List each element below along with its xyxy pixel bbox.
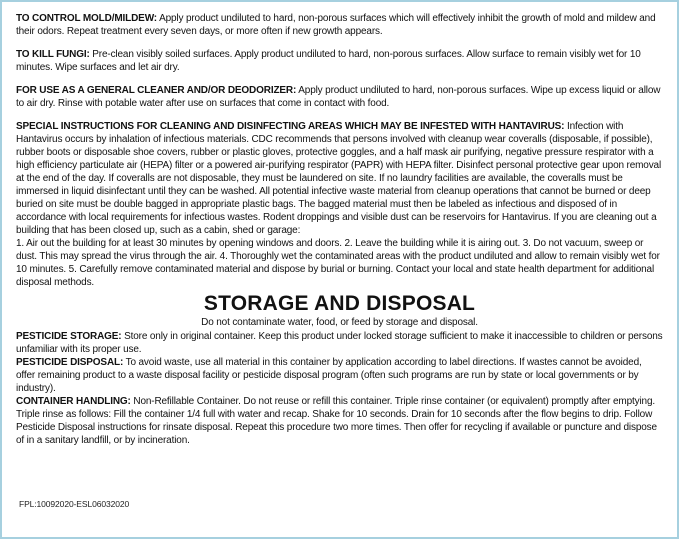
section-pesticide-storage (16, 330, 663, 356)
hantavirus-steps: 1. Air out the building for at least 30 minutes by opening windows and doors. 2. Leave the building while it is airing out. 3. Do not vacuum, sweep or dust. This may spread the virus through the air. 4. Thoroughly wet the contaminated areas with the product undiluted and allow to remain visibly wet for 10 minutes. 5. Carefully remove contaminated material and dispose by burial or burning. Contact your local and state health department for additional disposal methods. (16, 238, 660, 288)
label-code: FPL:10092020-ESL06032020 (19, 499, 130, 509)
section-container-handling-body: Non-Refillable Container. Do not reuse or refill this container. Triple rinse container (or equivalent) promptly after emptying. Triple rinse as follows: Fill the container 1/4 full with water and recap. Shake for 10 seconds. Drain for 10 seconds after the flow begins to drip. Follow Pesticide Disposal instructions for rinsate disposal. Repeat this procedure two more times. Then offer for recycling if available or puncture and dispose of in a sanitary landfill, or by incineration. (16, 396, 657, 447)
section-mold-mildew-body: Apply product undiluted to hard, non-porous surfaces which will effectively inhibit the growth of mold and mildew and their odors. Repeat treatment every seven days, or more often if new growth appears. (16, 13, 656, 37)
section-container-handling (16, 395, 663, 447)
section-general-cleaner (16, 84, 663, 110)
section-pesticide-disposal (16, 356, 663, 395)
section-pesticide-disposal-heading: PESTICIDE DISPOSAL: (16, 357, 124, 369)
storage-disposal-title: STORAGE AND DISPOSAL (203, 292, 476, 315)
section-general-cleaner-heading: FOR USE AS A GENERAL CLEANER AND/OR DEODORIZER: (16, 85, 297, 96)
section-pesticide-storage-heading: PESTICIDE STORAGE: (16, 331, 122, 343)
section-hantavirus (16, 120, 663, 237)
section-kill-fungi (16, 48, 663, 74)
section-pesticide-disposal-body: To avoid waste, use all material in this container by application according to label directions. If wastes cannot be avoided, offer remaining product to a waste disposal facility or pesticide disposal program (often such programs are run by state or local governments or by industry). (16, 357, 642, 395)
section-pesticide-storage-body: Store only in original container. Keep this product under locked storage sufficient to make it inaccessible to children or persons unfamiliar with its proper use. (16, 331, 663, 356)
section-hantavirus-heading: SPECIAL INSTRUCTIONS FOR CLEANING AND DISINFECTING AREAS WHICH MAY BE INFESTED WITH HANTAVIRUS: (16, 121, 565, 132)
section-general-cleaner-body: Apply product undiluted to hard, non-porous surfaces. Wipe up excess liquid or allow to air dry. Rinse with potable water after use on surfaces that come in contact with food. (16, 85, 661, 109)
storage-disposal-subtitle: Do not contaminate water, food, or feed by storage and disposal. (201, 317, 478, 329)
section-kill-fungi-body: Pre-clean visibly soiled surfaces. Apply product undiluted to hard, non-porous surfaces. Allow surface to remain visibly wet for 10 minutes. Wipe surfaces and let air dry. (16, 49, 641, 73)
section-kill-fungi-heading: TO KILL FUNGI: (16, 49, 90, 60)
section-hantavirus-body: Infection with Hantavirus occurs by inhalation of infectious materials. CDC recommends that persons involved with cleanup wear coveralls (disposable, if possible), rubber boots or disposable shoe covers, rubber or plastic gloves, protective goggles, and a half mask air purifying, negative pressure respirator with a high efficiency particulate air (HEPA) filter or a powered air-purifying respirator (PAPR) with HEPA filter. Disinfect personal protective gear upon removal at the end of the day. If coveralls are not disposable, they must be laundered on site. If no laundry facilities are available, the coveralls must be immersed in liquid disinfectant until they can be washed. All potential infective waste material from cleanup operations that cannot be burned or deep buried on site must be double bagged in appropriate plastic bags. The bagged material must then be labeled as infectious and disposed of in accordance with local requirements for infectious wastes. Rodent droppings and visible dust can be reservoirs for Hantavirus. If you are cleaning out a building that has been closed up, such as a cabin, shed or garage: (16, 121, 662, 236)
section-container-handling-heading: CONTAINER HANDLING: (16, 396, 131, 408)
section-mold-mildew-heading: TO CONTROL MOLD/MILDEW: (16, 13, 157, 24)
label-content (2, 2, 677, 447)
section-mold-mildew (16, 12, 663, 38)
